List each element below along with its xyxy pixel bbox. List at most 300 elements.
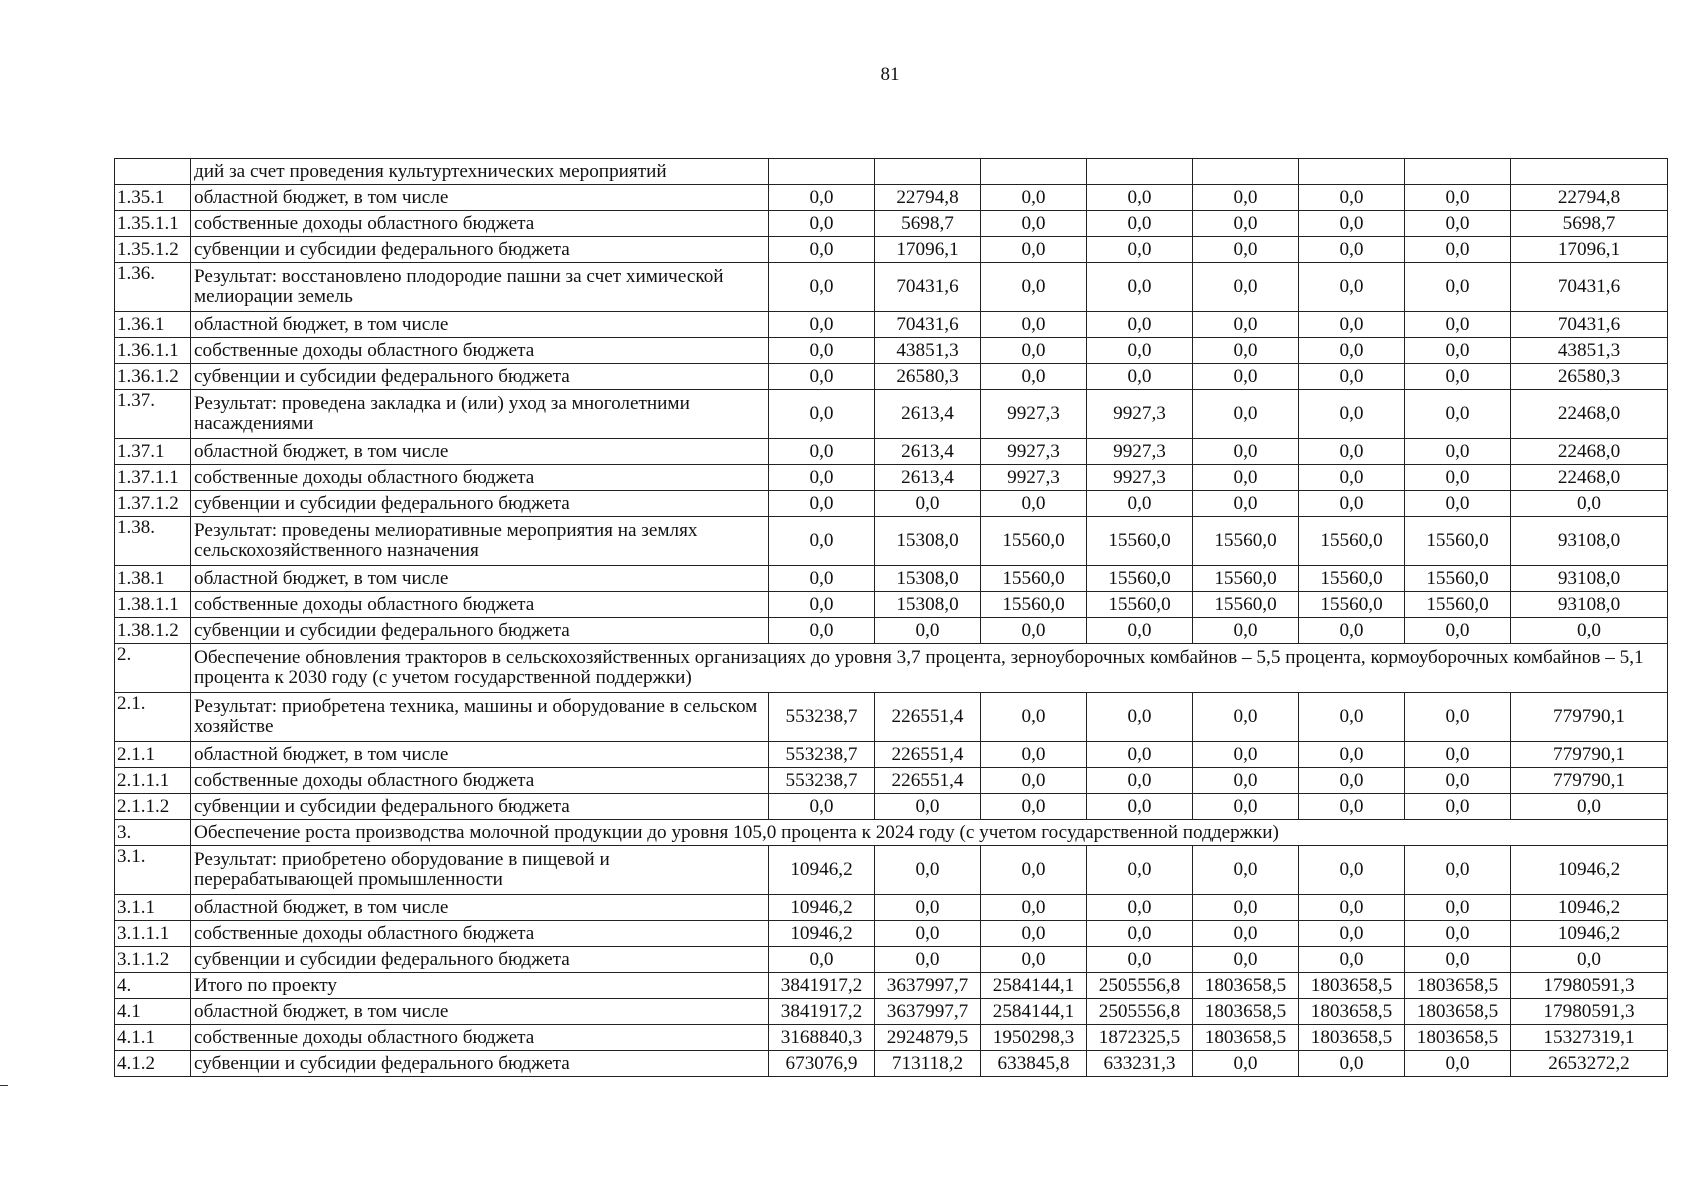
cell-value: 0,0: [981, 338, 1087, 364]
cell-total: 5698,7: [1511, 211, 1668, 237]
cell-value: 0,0: [1405, 237, 1511, 263]
cell-value: 1803658,5: [1193, 1025, 1299, 1051]
cell-value: 0,0: [875, 794, 981, 820]
cell-value: 15560,0: [1087, 517, 1193, 566]
cell-value: 0,0: [981, 794, 1087, 820]
row-code: 1.38.1.1: [115, 592, 191, 618]
table-row: [115, 185, 1668, 211]
cell-value: [1087, 159, 1193, 185]
cell-value: 0,0: [769, 491, 875, 517]
table-row: [115, 517, 1668, 566]
cell-total: 93108,0: [1511, 517, 1668, 566]
cell-total: 93108,0: [1511, 566, 1668, 592]
cell-value: 15308,0: [875, 592, 981, 618]
cell-value: 0,0: [769, 592, 875, 618]
table-row: [115, 390, 1668, 439]
cell-value: 0,0: [1193, 390, 1299, 439]
cell-total: 22794,8: [1511, 185, 1668, 211]
row-code: 4.1: [115, 999, 191, 1025]
row-code: 1.36.: [115, 263, 191, 312]
cell-total: 17980591,3: [1511, 999, 1668, 1025]
cell-value: 0,0: [769, 263, 875, 312]
cell-value: 0,0: [1405, 439, 1511, 465]
cell-value: 15308,0: [875, 517, 981, 566]
table-row: [115, 768, 1668, 794]
row-name: собственные доходы областного бюджета: [191, 1025, 769, 1051]
cell-value: 553238,7: [769, 693, 875, 742]
cell-value: 0,0: [1087, 618, 1193, 644]
cell-value: 0,0: [769, 794, 875, 820]
row-code: 4.: [115, 973, 191, 999]
cell-value: 0,0: [981, 693, 1087, 742]
cell-value: 0,0: [1405, 465, 1511, 491]
cell-value: 0,0: [769, 618, 875, 644]
cell-value: 0,0: [1405, 947, 1511, 973]
cell-total: 93108,0: [1511, 592, 1668, 618]
cell-value: 5698,7: [875, 211, 981, 237]
cell-value: 9927,3: [981, 465, 1087, 491]
cell-value: 17096,1: [875, 237, 981, 263]
cell-value: 0,0: [1405, 846, 1511, 895]
cell-total: 779790,1: [1511, 742, 1668, 768]
cell-value: 3637997,7: [875, 999, 981, 1025]
cell-value: 0,0: [1193, 794, 1299, 820]
cell-value: 0,0: [1299, 768, 1405, 794]
page-number: 81: [880, 64, 900, 85]
cell-total: 22468,0: [1511, 465, 1668, 491]
row-name: областной бюджет, в том числе: [191, 185, 769, 211]
row-code: 2.1.: [115, 693, 191, 742]
cell-total: 26580,3: [1511, 364, 1668, 390]
cell-value: 0,0: [1193, 491, 1299, 517]
cell-value: 15560,0: [1087, 592, 1193, 618]
cell-value: 15560,0: [981, 592, 1087, 618]
table-row: [115, 237, 1668, 263]
cell-total: 22468,0: [1511, 439, 1668, 465]
table-row: [115, 644, 1668, 693]
cell-value: [875, 159, 981, 185]
cell-value: 0,0: [1405, 338, 1511, 364]
row-name: областной бюджет, в том числе: [191, 742, 769, 768]
cell-value: 0,0: [875, 491, 981, 517]
cell-value: 15560,0: [1193, 517, 1299, 566]
table-row: [115, 973, 1668, 999]
cell-value: 3841917,2: [769, 999, 875, 1025]
cell-value: 10946,2: [769, 921, 875, 947]
cell-value: 10946,2: [769, 895, 875, 921]
cell-value: 0,0: [1405, 211, 1511, 237]
cell-value: 0,0: [981, 846, 1087, 895]
row-name: субвенции и субсидии федерального бюджета: [191, 237, 769, 263]
cell-value: 22794,8: [875, 185, 981, 211]
cell-value: 0,0: [1405, 185, 1511, 211]
cell-value: 0,0: [769, 338, 875, 364]
cell-value: 10946,2: [769, 846, 875, 895]
cell-value: 0,0: [1405, 618, 1511, 644]
cell-value: 0,0: [1193, 211, 1299, 237]
cell-value: 15560,0: [1299, 566, 1405, 592]
cell-value: 0,0: [1193, 1051, 1299, 1077]
cell-total: 0,0: [1511, 794, 1668, 820]
row-name: Результат: приобретено оборудование в пищевой и перерабатывающей промышленности: [191, 846, 769, 895]
table-row: [115, 1051, 1668, 1077]
cell-value: 0,0: [1405, 693, 1511, 742]
cell-total: 779790,1: [1511, 768, 1668, 794]
cell-value: 1803658,5: [1193, 999, 1299, 1025]
cell-value: 0,0: [1299, 693, 1405, 742]
cell-value: 0,0: [1405, 390, 1511, 439]
cell-value: 0,0: [1087, 846, 1193, 895]
row-name: субвенции и субсидии федерального бюджета: [191, 618, 769, 644]
cell-value: 0,0: [981, 921, 1087, 947]
cell-value: 0,0: [1299, 390, 1405, 439]
cell-value: 15560,0: [1087, 566, 1193, 592]
row-code: 1.37.1.2: [115, 491, 191, 517]
cell-value: 0,0: [875, 618, 981, 644]
cell-value: 0,0: [769, 517, 875, 566]
cell-total: 15327319,1: [1511, 1025, 1668, 1051]
row-code: 1.37.1: [115, 439, 191, 465]
cell-total: 10946,2: [1511, 846, 1668, 895]
table-row: [115, 439, 1668, 465]
cell-value: 0,0: [1087, 185, 1193, 211]
cell-value: 0,0: [1193, 465, 1299, 491]
cell-value: 15560,0: [1193, 592, 1299, 618]
cell-value: 15560,0: [1193, 566, 1299, 592]
cell-value: 0,0: [1087, 947, 1193, 973]
row-name: Результат: проведены мелиоративные мероприятия на землях сельскохозяйственного назначения: [191, 517, 769, 566]
table-body: [115, 159, 1668, 1077]
cell-value: 0,0: [981, 312, 1087, 338]
cell-value: 0,0: [1193, 693, 1299, 742]
cell-value: 0,0: [1193, 338, 1299, 364]
row-name: областной бюджет, в том числе: [191, 999, 769, 1025]
row-name: Итого по проекту: [191, 973, 769, 999]
table-row: [115, 211, 1668, 237]
cell-value: 0,0: [981, 185, 1087, 211]
cell-value: 0,0: [769, 947, 875, 973]
cell-value: 0,0: [1087, 768, 1193, 794]
cell-value: [769, 159, 875, 185]
cell-value: 2613,4: [875, 390, 981, 439]
cell-value: 553238,7: [769, 768, 875, 794]
cell-value: 0,0: [769, 465, 875, 491]
cell-value: 3168840,3: [769, 1025, 875, 1051]
cell-value: 0,0: [1193, 618, 1299, 644]
cell-value: 9927,3: [981, 439, 1087, 465]
cell-value: 0,0: [875, 947, 981, 973]
cell-value: 2505556,8: [1087, 973, 1193, 999]
table-row: [115, 491, 1668, 517]
cell-value: 0,0: [1405, 895, 1511, 921]
cell-value: 1803658,5: [1299, 999, 1405, 1025]
row-name: Результат: проведена закладка и (или) уход за многолетними насаждениями: [191, 390, 769, 439]
cell-value: 0,0: [1087, 364, 1193, 390]
budget-table: [114, 158, 1668, 1077]
row-code: 2.: [115, 644, 191, 693]
row-code: 4.1.1: [115, 1025, 191, 1051]
row-code: 1.35.1.2: [115, 237, 191, 263]
cell-value: 15308,0: [875, 566, 981, 592]
section-heading: Обеспечение роста производства молочной продукции до уровня 105,0 процента к 2024 году (с учетом государственной поддержки): [191, 820, 1668, 846]
cell-total: 10946,2: [1511, 895, 1668, 921]
cell-value: 0,0: [1405, 364, 1511, 390]
table-row: [115, 947, 1668, 973]
row-code: 3.1.1.2: [115, 947, 191, 973]
cell-value: 0,0: [1193, 768, 1299, 794]
table-row: [115, 693, 1668, 742]
cell-total: 779790,1: [1511, 693, 1668, 742]
row-code: 3.1.: [115, 846, 191, 895]
cell-value: 0,0: [1193, 237, 1299, 263]
cell-value: 1803658,5: [1193, 973, 1299, 999]
cell-value: 0,0: [1087, 211, 1193, 237]
table-row: [115, 566, 1668, 592]
cell-value: 226551,4: [875, 693, 981, 742]
cell-value: 0,0: [981, 618, 1087, 644]
row-code: 2.1.1: [115, 742, 191, 768]
row-name: собственные доходы областного бюджета: [191, 921, 769, 947]
row-name: собственные доходы областного бюджета: [191, 338, 769, 364]
cell-value: 2613,4: [875, 465, 981, 491]
row-name: субвенции и субсидии федерального бюджета: [191, 947, 769, 973]
cell-value: 0,0: [981, 768, 1087, 794]
row-name: собственные доходы областного бюджета: [191, 465, 769, 491]
cell-total: 0,0: [1511, 947, 1668, 973]
cell-value: 9927,3: [981, 390, 1087, 439]
cell-value: 1803658,5: [1299, 1025, 1405, 1051]
row-name: областной бюджет, в том числе: [191, 895, 769, 921]
cell-value: 9927,3: [1087, 390, 1193, 439]
cell-value: 0,0: [1193, 921, 1299, 947]
table-row: [115, 263, 1668, 312]
cell-value: 553238,7: [769, 742, 875, 768]
cell-value: 15560,0: [1299, 592, 1405, 618]
cell-total: 43851,3: [1511, 338, 1668, 364]
cell-value: 0,0: [1193, 364, 1299, 390]
cell-total: 70431,6: [1511, 312, 1668, 338]
row-code: 4.1.2: [115, 1051, 191, 1077]
cell-value: 0,0: [1193, 312, 1299, 338]
cell-value: 0,0: [1299, 947, 1405, 973]
row-name: Результат: восстановлено плодородие пашни за счет химической мелиорации земель: [191, 263, 769, 312]
cell-value: 2584144,1: [981, 999, 1087, 1025]
row-code: 1.38.1.2: [115, 618, 191, 644]
cell-value: 0,0: [981, 742, 1087, 768]
cell-value: 3841917,2: [769, 973, 875, 999]
cell-value: 633231,3: [1087, 1051, 1193, 1077]
cell-value: 0,0: [1299, 846, 1405, 895]
cell-value: 0,0: [1299, 921, 1405, 947]
row-name: дий за счет проведения культуртехнических мероприятий: [191, 159, 769, 185]
table-row: [115, 465, 1668, 491]
cell-value: 15560,0: [981, 517, 1087, 566]
table-row: [115, 364, 1668, 390]
cell-value: 0,0: [1405, 1051, 1511, 1077]
cell-value: 2613,4: [875, 439, 981, 465]
cell-value: 0,0: [1405, 921, 1511, 947]
cell-value: 0,0: [1405, 263, 1511, 312]
cell-value: 0,0: [875, 921, 981, 947]
cell-value: 633845,8: [981, 1051, 1087, 1077]
row-code: [115, 159, 191, 185]
cell-value: 9927,3: [1087, 465, 1193, 491]
cell-value: 713118,2: [875, 1051, 981, 1077]
cell-value: 1803658,5: [1405, 999, 1511, 1025]
cell-value: 2584144,1: [981, 973, 1087, 999]
cell-value: 0,0: [769, 312, 875, 338]
cell-value: 0,0: [1087, 312, 1193, 338]
cell-value: 0,0: [1299, 1051, 1405, 1077]
cell-total: 10946,2: [1511, 921, 1668, 947]
cell-value: 0,0: [769, 566, 875, 592]
cell-value: 673076,9: [769, 1051, 875, 1077]
cell-value: 0,0: [1299, 618, 1405, 644]
cell-value: 0,0: [981, 491, 1087, 517]
cell-value: 26580,3: [875, 364, 981, 390]
cell-value: 0,0: [1087, 237, 1193, 263]
margin-mark: [0, 1085, 8, 1086]
cell-value: 0,0: [1299, 742, 1405, 768]
cell-value: 0,0: [1299, 237, 1405, 263]
cell-value: 0,0: [1193, 263, 1299, 312]
cell-value: 15560,0: [1405, 592, 1511, 618]
section-heading: Обеспечение обновления тракторов в сельскохозяйственных организациях до уровня 3,7 процента, зерноуборочных комбайнов – 5,5 процента, кормоуборочных комбайнов – 5,1 процента к 2030 году (с учетом государственной поддержки): [191, 644, 1668, 693]
cell-value: 0,0: [875, 846, 981, 895]
row-code: 1.37.1.1: [115, 465, 191, 491]
cell-value: [1193, 159, 1299, 185]
table-row: [115, 999, 1668, 1025]
cell-value: 2924879,5: [875, 1025, 981, 1051]
cell-value: 0,0: [1299, 185, 1405, 211]
cell-value: 0,0: [875, 895, 981, 921]
cell-value: 0,0: [1299, 465, 1405, 491]
cell-value: 1803658,5: [1405, 973, 1511, 999]
cell-value: 0,0: [769, 390, 875, 439]
cell-value: 0,0: [769, 364, 875, 390]
cell-value: 0,0: [1299, 439, 1405, 465]
table-row: [115, 846, 1668, 895]
row-name: собственные доходы областного бюджета: [191, 592, 769, 618]
cell-total: 0,0: [1511, 491, 1668, 517]
cell-value: 0,0: [1087, 794, 1193, 820]
cell-value: 0,0: [1299, 491, 1405, 517]
cell-value: 9927,3: [1087, 439, 1193, 465]
table-row: [115, 921, 1668, 947]
table-row: [115, 895, 1668, 921]
cell-total: 17096,1: [1511, 237, 1668, 263]
cell-value: 0,0: [1087, 921, 1193, 947]
cell-value: 3637997,7: [875, 973, 981, 999]
cell-value: 0,0: [1299, 895, 1405, 921]
cell-value: 15560,0: [1405, 517, 1511, 566]
table-row: [115, 742, 1668, 768]
table-row: [115, 618, 1668, 644]
cell-value: 70431,6: [875, 312, 981, 338]
cell-total: 2653272,2: [1511, 1051, 1668, 1077]
cell-value: 0,0: [1405, 742, 1511, 768]
cell-value: 0,0: [981, 895, 1087, 921]
cell-value: 0,0: [1087, 742, 1193, 768]
row-name: областной бюджет, в том числе: [191, 439, 769, 465]
row-name: субвенции и субсидии федерального бюджета: [191, 364, 769, 390]
cell-value: 0,0: [1087, 693, 1193, 742]
cell-value: 0,0: [981, 263, 1087, 312]
cell-value: 226551,4: [875, 768, 981, 794]
row-code: 1.37.: [115, 390, 191, 439]
cell-total: 0,0: [1511, 618, 1668, 644]
table-row: [115, 159, 1668, 185]
row-name: собственные доходы областного бюджета: [191, 211, 769, 237]
row-code: 2.1.1.1: [115, 768, 191, 794]
row-code: 3.: [115, 820, 191, 846]
cell-value: 0,0: [769, 211, 875, 237]
cell-value: 0,0: [981, 947, 1087, 973]
cell-value: 0,0: [769, 439, 875, 465]
row-code: 1.35.1.1: [115, 211, 191, 237]
row-code: 1.36.1.2: [115, 364, 191, 390]
row-name: Результат: приобретена техника, машины и оборудование в сельском хозяйстве: [191, 693, 769, 742]
cell-value: 0,0: [1405, 768, 1511, 794]
cell-value: 15560,0: [1299, 517, 1405, 566]
cell-value: [1405, 159, 1511, 185]
cell-value: 0,0: [1087, 263, 1193, 312]
row-code: 3.1.1.1: [115, 921, 191, 947]
cell-value: 1803658,5: [1299, 973, 1405, 999]
cell-value: 0,0: [769, 185, 875, 211]
cell-value: 0,0: [1299, 338, 1405, 364]
cell-value: 0,0: [1405, 794, 1511, 820]
cell-value: 15560,0: [981, 566, 1087, 592]
row-name: собственные доходы областного бюджета: [191, 768, 769, 794]
row-code: 1.38.: [115, 517, 191, 566]
cell-value: 0,0: [1087, 491, 1193, 517]
cell-value: 0,0: [1193, 895, 1299, 921]
cell-value: 0,0: [1299, 794, 1405, 820]
table-row: [115, 338, 1668, 364]
row-code: 1.35.1: [115, 185, 191, 211]
cell-value: 0,0: [1193, 185, 1299, 211]
cell-value: 0,0: [981, 364, 1087, 390]
cell-value: 0,0: [1405, 312, 1511, 338]
row-code: 2.1.1.2: [115, 794, 191, 820]
cell-value: 226551,4: [875, 742, 981, 768]
cell-value: 0,0: [769, 237, 875, 263]
cell-value: 1950298,3: [981, 1025, 1087, 1051]
cell-value: 0,0: [1087, 895, 1193, 921]
row-code: 1.36.1.1: [115, 338, 191, 364]
cell-value: 43851,3: [875, 338, 981, 364]
cell-total: 70431,6: [1511, 263, 1668, 312]
cell-value: 2505556,8: [1087, 999, 1193, 1025]
table-row: [115, 820, 1668, 846]
cell-value: 0,0: [1193, 846, 1299, 895]
cell-value: 70431,6: [875, 263, 981, 312]
row-code: 1.38.1: [115, 566, 191, 592]
cell-value: 0,0: [1299, 263, 1405, 312]
row-name: субвенции и субсидии федерального бюджета: [191, 491, 769, 517]
table-row: [115, 592, 1668, 618]
row-name: субвенции и субсидии федерального бюджета: [191, 794, 769, 820]
cell-value: 0,0: [1299, 364, 1405, 390]
cell-value: 1872325,5: [1087, 1025, 1193, 1051]
row-name: субвенции и субсидии федерального бюджета: [191, 1051, 769, 1077]
table-row: [115, 1025, 1668, 1051]
cell-value: 0,0: [1087, 338, 1193, 364]
cell-value: 15560,0: [1405, 566, 1511, 592]
row-name: областной бюджет, в том числе: [191, 566, 769, 592]
cell-total: 22468,0: [1511, 390, 1668, 439]
